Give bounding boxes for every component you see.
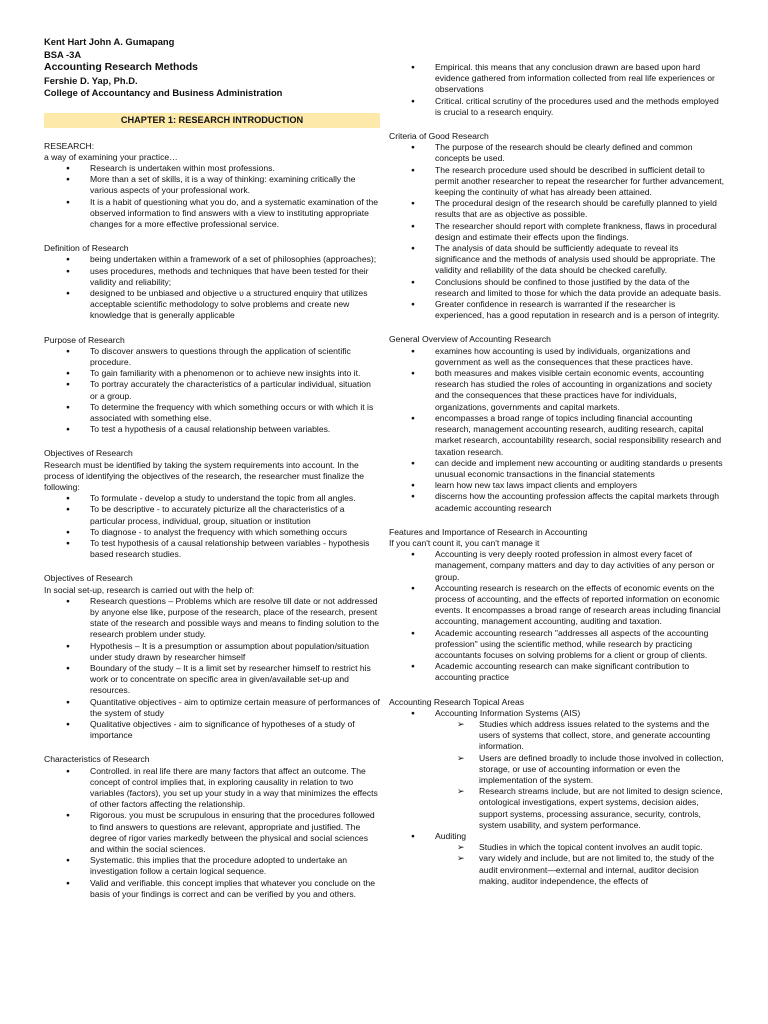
arrow-list [389,842,725,887]
list-item: ● To test a hypothesis of a causal relationship between variables. [44,424,380,435]
topical-areas-section [389,697,725,887]
list-item: ● To portray accurately the characteristics of a particular individual, situation or a group. [44,379,380,401]
list-item: ● It is a habit of questioning what you do, and a systematic examination of the observed information to find answers with a view to instituting appropriate changes for a more effective professional service. [44,197,380,231]
section-intro: If you can't count it, you can't manage it [389,537,540,548]
bullet-list [389,346,725,514]
list-item: ● Accounting is very deeply rooted profession in almost every facet of management, company matters and day to day activities of any person or group. [389,549,725,583]
section-intro: Research must be identified by taking the system requirements into account. In the process of identifying the objectives of the research, the researcher must finalize the following: [44,459,365,492]
list-item: ● being undertaken within a framework of a set of philosophies (approaches); [44,254,380,265]
sub-list-item: ➢ Users are defined broadly to include those involved in collection, storage, or use of accounting information or even the implementation of the system. [389,753,725,787]
bullet-list [44,163,380,230]
list-item: ● Boundary of the study – It is a limit set by researcher himself to restrict his work or to concentrate on specific area in given/available set-up and resources. [44,663,380,697]
list-item: ● To discover answers to questions through the application of scientific procedure. [44,346,380,368]
list-item: ● The researcher should report with complete frankness, flaws in procedural design and estimate their effects upon the findings. [389,221,725,243]
bullet-list [44,254,380,321]
list-item: ● To gain familiarity with a phenomenon or to achieve new insights into it. [44,368,380,379]
list-item: ● Empirical. this means that any conclusion drawn are based upon hard evidence gathered from information collected from real life experiences or observations [389,62,725,96]
list-item: ● More than a set of skills, it is a way of thinking: examining critically the various aspects of your professional work. [44,174,380,196]
list-item: ● designed to be unbiased and objective υ a structured enquiry that utilizes acceptable scientific methodology to solve problems and create new knowledge that is generally applicable [44,288,380,322]
list-item: ● To test hypothesis of a causal relationship between variables - hypothesis based research studies. [44,538,380,560]
section-title: General Overview of Accounting Research [389,334,551,345]
sub-list-item: ➢ Research streams include, but are not limited to design science, ontological investigations, expert systems, decision aides, support systems, processing assurance, security, controls, system usability, and system performance. [389,786,725,831]
bullet-list [389,549,725,683]
list-item: ● The analysis of data should be sufficiently adequate to reveal its significance and the methods of analysis used should be appropriate. The validity and reliability of the data should be checked carefully. [389,243,725,277]
list-item: ● Academic accounting research "addresses all aspects of the accounting profession" using the scientific method, while research by practicing accountants focuses on solving problems for a client or group of clients. [389,628,725,662]
sub-list-item: ➢ Studies in which the topical content involves an audit topic. [389,842,725,853]
list-item: ● Rigorous. you must be scrupulous in ensuring that the procedures followed to find answers to questions are relevant, appropriate and justified. The degree of rigor varies markedly between the physical and social sciences and within the social sciences. [44,810,380,855]
sub-list-item: ➢ Studies which address issues related to the systems and the users of systems that collect, store, and generate accounting information. [389,719,725,753]
course-title: Accounting Research Methods [44,61,199,73]
list-item: ● The procedural design of the research should be carefully planned to yield results that are as objective as possible. [389,198,725,220]
research-section [44,141,380,231]
list-item: ● The research procedure used should be described in sufficient detail to permit another researcher to repeat the researcher for further advancement, keeping the continuity of what has already been attained. [389,165,725,199]
overview-section [389,334,725,513]
list-item: ● Accounting research is research on the effects of economic events on the process of accounting, and the effects of reported information on economic events. It encompasses a broad range of research areas including financial accounting, management accounting, auditing and taxation. [389,583,725,628]
list-item: ● Quantitative objectives - aim to optimize certain measure of performances of the system of study [44,697,380,719]
list-item: ● To formulate - develop a study to understand the topic from all angles. [44,493,380,504]
section-title: Objectives of Research [44,448,133,459]
list-item: ● Valid and verifiable. this concept implies that whatever you conclude on the basis of your findings is correct and can be verified by you and others. [44,878,380,900]
section-title: Criteria of Good Research [389,131,489,142]
features-section [389,527,725,684]
list-item: ● discerns how the accounting profession affects the capital markets through academic accounting research [389,491,725,513]
sub-list-item: ➢ vary widely and include, but are not limited to, the study of the audit environment—external and internal, auditor decision making, auditor independence, the effects of [389,853,725,887]
list-item: ● examines how accounting is used by individuals, organizations and government as well as the consequences that these practices have. [389,346,725,368]
list-item: ● Qualitative objectives - aim to significance of hypotheses of a study of importance [44,719,380,741]
objectives-section [44,448,380,560]
list-item: ● uses procedures, methods and techniques that have been tested for their validity and reliability; [44,266,380,288]
definition-section [44,243,380,321]
list-item-ais: ● Accounting Information Systems (AIS) [389,708,725,719]
list-item-auditing: ● Auditing [389,831,725,842]
section-title: Objectives of Research [44,573,133,584]
list-item: ● To be descriptive - to accurately picturize all the characteristics of a particular process, individual, group, situation or institution [44,504,380,526]
purpose-section [44,335,380,436]
characteristics-continued [389,62,725,118]
list-item: ● Academic accounting research can make significant contribution to accounting practice [389,661,725,683]
list-item: ● learn how new tax laws impact clients and employers [389,480,725,491]
chapter-title: CHAPTER 1: RESEARCH INTRODUCTION [44,113,380,128]
section-title: RESEARCH: [44,140,95,151]
bullet-list [389,62,725,118]
list-item: ● To diagnose - to analyst the frequency with which something occurs [44,527,380,538]
characteristics-section [44,754,380,900]
college-name: College of Accountancy and Business Administration [44,87,283,98]
bullet-list [389,142,725,321]
list-item: ● Research is undertaken within most professions. [44,163,380,174]
section-title: Definition of Research [44,243,129,254]
student-section: BSA -3A [44,48,82,60]
list-item: ● can decide and implement new accounting or auditing standards υ presents unusual economic transactions in the financial statements [389,458,725,480]
section-title: Accounting Research Topical Areas [389,696,525,707]
list-item: ● Conclusions should be confined to those justified by the data of the research and limited to those for which the data provide an adequate basis. [389,277,725,299]
section-title: Characteristics of Research [44,754,150,765]
bullet-list [44,766,380,900]
bullet-list [389,831,725,842]
student-name: Kent Hart John A. Gumapang [44,36,175,47]
bullet-list [44,596,380,742]
list-item: ● Hypothesis – It is a presumption or assumption about population/situation under study drawn by researcher himself [44,641,380,663]
instructor-name: Fershie D. Yap, Ph.D. [44,74,138,86]
bullet-list [44,346,380,436]
list-item: ● Research questions – Problems which are resolve till date or not addressed by anyone else like, purpose of the research, place of the research, present state of the research and possible ways and means to finding solution to the research problem under study. [44,596,380,641]
list-item: ● Controlled. in real life there are many factors that affect an outcome. The concept of control implies that, in exploring causality in relation to two variables (factors), you set up your study in a way that minimizes the effects of other factors affecting the relationship. [44,766,380,811]
right-column [389,62,725,887]
arrow-list [389,719,725,831]
list-item: ● both measures and makes visible certain economic events, accounting research has studied the roles of accounting in organizations and society and the consequences that these practices have for individuals, organizations, governments and capital markets. [389,368,725,413]
list-item: ● Critical. critical scrutiny of the procedures used and the methods employed is crucial to a research enquiry. [389,96,725,118]
list-item: ● The purpose of the research should be clearly defined and common concepts be used. [389,142,725,164]
section-title: Features and Importance of Research in Accounting [389,526,588,537]
criteria-section [389,131,725,321]
objectives-social-section [44,573,380,741]
list-item: ● encompasses a broad range of topics including financial accounting research, management accounting research, auditing research, capital market research, accountability research, social responsibility research and taxation research. [389,413,725,458]
list-item: ● To determine the frequency with which something occurs or with which it is associated with something else. [44,402,380,424]
bullet-list [389,708,725,719]
section-intro: In social set-up, research is carried out with the help of: [44,584,255,595]
section-subtitle: a way of examining your practice… [44,151,178,162]
bullet-list [44,493,380,560]
left-column [44,36,380,900]
list-item: ● Systematic. this implies that the procedure adopted to undertake an investigation follow a certain logical sequence. [44,855,380,877]
list-item: ● Greater confidence in research is warranted if the researcher is experienced, has a good reputation in research and is a person of integrity. [389,299,725,321]
section-title: Purpose of Research [44,334,125,345]
